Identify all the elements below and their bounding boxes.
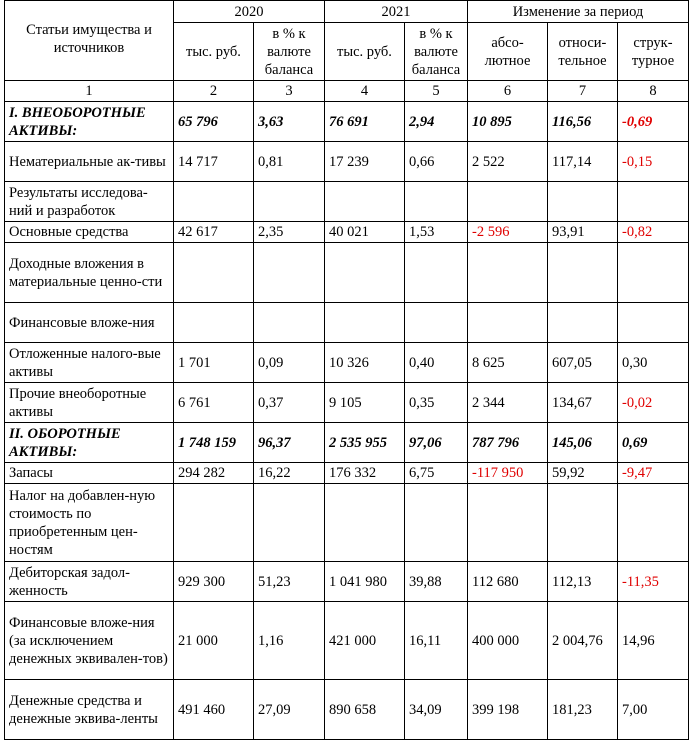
row-value [468, 303, 548, 343]
row-value: 145,06 [548, 423, 618, 463]
table-body [5, 102, 689, 740]
row-label: Отложенные налого-вые активы [5, 343, 174, 383]
row-value: 134,67 [548, 383, 618, 423]
header-change: Изменение за период [468, 1, 689, 23]
row-value: 294 282 [174, 463, 254, 484]
row-value: 10 895 [468, 102, 548, 142]
row-value: -2 596 [468, 222, 548, 243]
table-row [5, 562, 689, 602]
balance-table [4, 0, 689, 740]
row-value [468, 243, 548, 303]
row-value: 2 004,76 [548, 602, 618, 680]
row-value: 0,37 [254, 383, 325, 423]
row-value [618, 484, 689, 562]
row-value: 40 021 [325, 222, 405, 243]
header-items: Статьи имущества и источников [5, 1, 174, 81]
row-value: -9,47 [618, 463, 689, 484]
row-value: 42 617 [174, 222, 254, 243]
row-label: Запасы [5, 463, 174, 484]
row-label: I. ВНЕОБОРОТНЫЕ АКТИВЫ: [5, 102, 174, 142]
row-value: -0,02 [618, 383, 689, 423]
row-value [325, 303, 405, 343]
table-row [5, 222, 689, 243]
row-value [618, 303, 689, 343]
row-value [548, 303, 618, 343]
row-value: 14 717 [174, 142, 254, 182]
row-value [405, 182, 468, 222]
row-value [254, 243, 325, 303]
row-value: 1,53 [405, 222, 468, 243]
column-number: 3 [254, 81, 325, 102]
row-label: Результаты исследова-ний и разработок [5, 182, 174, 222]
row-value [618, 182, 689, 222]
row-value [405, 303, 468, 343]
row-value: 27,09 [254, 680, 325, 740]
row-value: 51,23 [254, 562, 325, 602]
row-value: 787 796 [468, 423, 548, 463]
row-value: 21 000 [174, 602, 254, 680]
table-row [5, 484, 689, 562]
header-year-2020: 2020 [174, 1, 325, 23]
row-value: 2,94 [405, 102, 468, 142]
row-value [548, 484, 618, 562]
row-value [548, 243, 618, 303]
table-row [5, 602, 689, 680]
subheader-cell: абсо-лютное [468, 23, 548, 81]
row-value: 34,09 [405, 680, 468, 740]
row-value: 6 761 [174, 383, 254, 423]
row-value: 0,66 [405, 142, 468, 182]
row-label: Доходные вложения в материальные ценно-сти [5, 243, 174, 303]
row-value: 421 000 [325, 602, 405, 680]
row-value: 8 625 [468, 343, 548, 383]
row-value: 0,40 [405, 343, 468, 383]
column-number: 8 [618, 81, 689, 102]
row-value: 96,37 [254, 423, 325, 463]
row-value: 16,11 [405, 602, 468, 680]
row-value: -117 950 [468, 463, 548, 484]
row-label: Налог на добавлен-ную стоимость по приобретенным цен-ностям [5, 484, 174, 562]
row-value: -0,69 [618, 102, 689, 142]
row-label: Денежные средства и денежные эквива-ленты [5, 680, 174, 740]
row-value: 6,75 [405, 463, 468, 484]
row-value: 116,56 [548, 102, 618, 142]
row-value: 65 796 [174, 102, 254, 142]
table-row [5, 142, 689, 182]
row-value [254, 484, 325, 562]
row-value [174, 484, 254, 562]
row-value: 0,09 [254, 343, 325, 383]
table-row [5, 182, 689, 222]
row-value: 112 680 [468, 562, 548, 602]
row-value: 399 198 [468, 680, 548, 740]
column-number: 7 [548, 81, 618, 102]
row-value: 0,69 [618, 423, 689, 463]
row-value [254, 303, 325, 343]
row-value [468, 182, 548, 222]
subheader-cell: относи-тельное [548, 23, 618, 81]
column-number: 4 [325, 81, 405, 102]
row-value [325, 182, 405, 222]
table-row [5, 243, 689, 303]
column-number: 5 [405, 81, 468, 102]
table-row [5, 463, 689, 484]
row-value: 10 326 [325, 343, 405, 383]
row-value: 1 701 [174, 343, 254, 383]
row-value [548, 182, 618, 222]
row-value: 929 300 [174, 562, 254, 602]
row-value: 16,22 [254, 463, 325, 484]
row-value: 93,91 [548, 222, 618, 243]
subheader-cell: в % к валюте баланса [405, 23, 468, 81]
row-value: 2,35 [254, 222, 325, 243]
table-row [5, 303, 689, 343]
row-label: Финансовые вложе-ния [5, 303, 174, 343]
row-value [468, 484, 548, 562]
table-row [5, 102, 689, 142]
subheader-cell: тыс. руб. [325, 23, 405, 81]
subheader-cell: в % к валюте баланса [254, 23, 325, 81]
row-value: 3,63 [254, 102, 325, 142]
row-value: 0,81 [254, 142, 325, 182]
row-label: Финансовые вложе-ния (за исключением денежных эквивален-тов) [5, 602, 174, 680]
row-value: 17 239 [325, 142, 405, 182]
row-value: 491 460 [174, 680, 254, 740]
row-label: Дебиторская задол-женность [5, 562, 174, 602]
row-value: 14,96 [618, 602, 689, 680]
row-value [618, 243, 689, 303]
row-value: -0,15 [618, 142, 689, 182]
row-value: 0,30 [618, 343, 689, 383]
column-number: 2 [174, 81, 254, 102]
table-row [5, 680, 689, 740]
row-value: 2 535 955 [325, 423, 405, 463]
row-value [174, 182, 254, 222]
row-value: 607,05 [548, 343, 618, 383]
row-value: -11,35 [618, 562, 689, 602]
row-value: 890 658 [325, 680, 405, 740]
column-number: 6 [468, 81, 548, 102]
row-value [174, 303, 254, 343]
row-value: 1,16 [254, 602, 325, 680]
row-value: 0,35 [405, 383, 468, 423]
row-value [254, 182, 325, 222]
row-label: Прочие внеоборотные активы [5, 383, 174, 423]
row-value: 117,14 [548, 142, 618, 182]
subheader-cell: тыс. руб. [174, 23, 254, 81]
row-value: 39,88 [405, 562, 468, 602]
row-value [405, 484, 468, 562]
row-value: -0,82 [618, 222, 689, 243]
header-year-2021: 2021 [325, 1, 468, 23]
table-row [5, 343, 689, 383]
row-value [405, 243, 468, 303]
row-value: 76 691 [325, 102, 405, 142]
row-value: 7,00 [618, 680, 689, 740]
row-value: 1 041 980 [325, 562, 405, 602]
table-row [5, 383, 689, 423]
row-value [325, 484, 405, 562]
row-label: II. ОБОРОТНЫЕ АКТИВЫ: [5, 423, 174, 463]
row-value: 59,92 [548, 463, 618, 484]
row-value: 1 748 159 [174, 423, 254, 463]
row-value: 2 344 [468, 383, 548, 423]
column-number: 1 [5, 81, 174, 102]
row-value: 400 000 [468, 602, 548, 680]
row-value: 2 522 [468, 142, 548, 182]
subheader-cell: струк-турное [618, 23, 689, 81]
row-value: 176 332 [325, 463, 405, 484]
row-value: 9 105 [325, 383, 405, 423]
table-row [5, 423, 689, 463]
row-value: 97,06 [405, 423, 468, 463]
row-label: Основные средства [5, 222, 174, 243]
row-value: 112,13 [548, 562, 618, 602]
row-label: Нематериальные ак-тивы [5, 142, 174, 182]
row-value [325, 243, 405, 303]
row-value: 181,23 [548, 680, 618, 740]
row-value [174, 243, 254, 303]
